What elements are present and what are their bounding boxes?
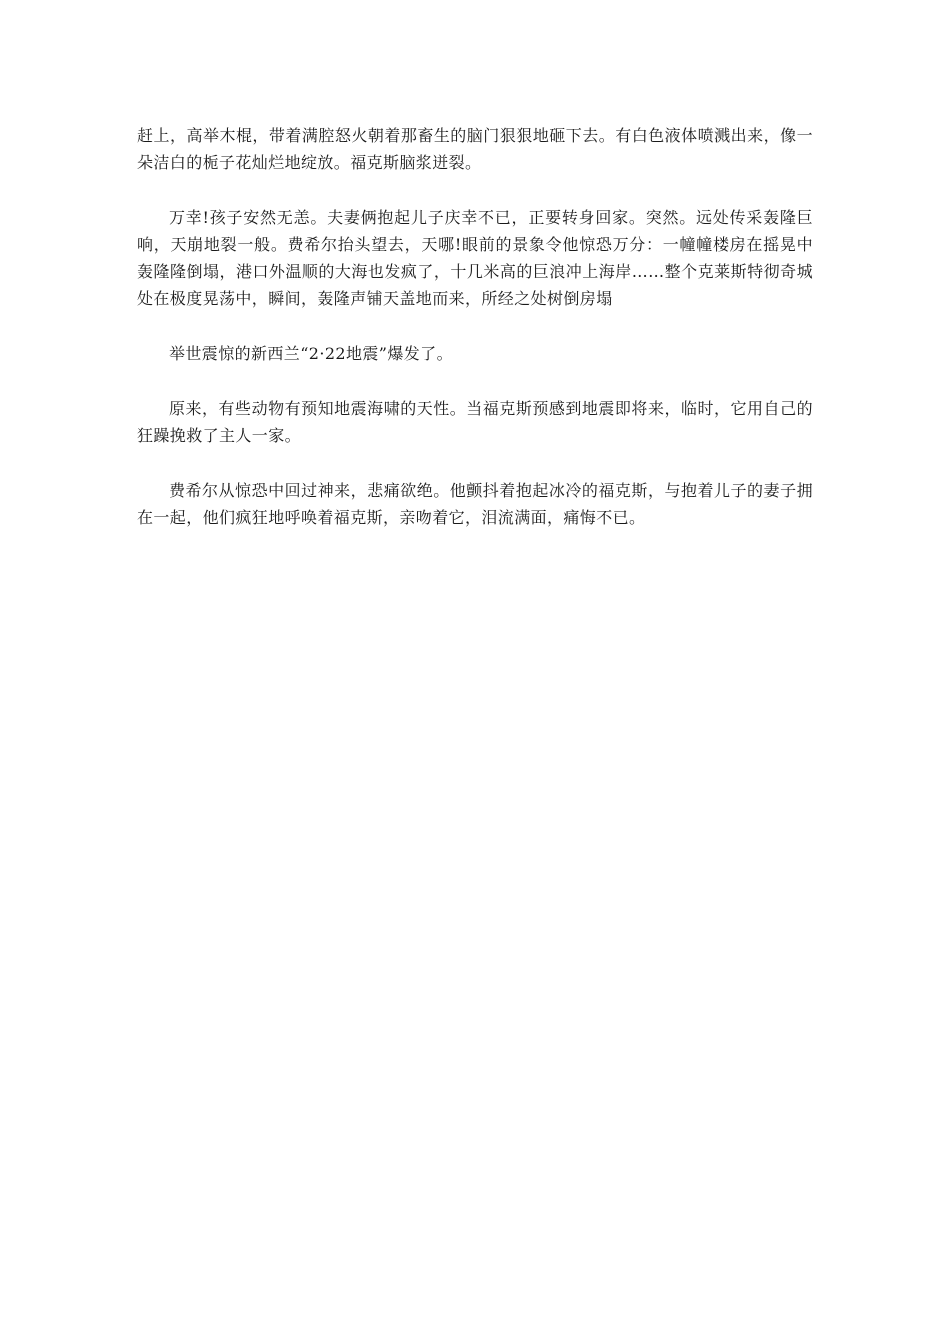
document-body: [137, 122, 813, 559]
paragraph-1: 赶上，高举木棍，带着满腔怒火朝着那畜生的脑门狠狠地砸下去。有白色液体喷溅出来，像一朵洁白的栀子花灿烂地绽放。福克斯脑浆迸裂。: [137, 126, 813, 172]
paragraph-3: 举世震惊的新西兰“2·22地震”爆发了。: [169, 344, 453, 363]
paragraph-2: 万幸!孩子安然无恙。夫妻俩抱起儿子庆幸不已，正要转身回家。突然。远处传采轰隆巨响，天崩地裂一般。费希尔抬头望去，天哪!眼前的景象令他惊恐万分：一幢幢楼房在摇晃中轰隆隆倒塌，港口外温顺的大海也发疯了，十几米高的巨浪冲上海岸……整个克莱斯特彻奇城处在极度晃荡中，瞬间，轰隆声铺天盖地而来，所经之处树倒房塌: [137, 208, 813, 308]
paragraph-5: 费希尔从惊恐中回过神来，悲痛欲绝。他颤抖着抱起冰冷的福克斯，与抱着儿子的妻子拥在一起，他们疯狂地呼唤着福克斯，亲吻着它，泪流满面，痛悔不已。: [137, 481, 813, 527]
paragraph-4: 原来，有些动物有预知地震海啸的天性。当福克斯预感到地震即将来，临时，它用自己的狂躁挽救了主人一家。: [137, 399, 813, 445]
